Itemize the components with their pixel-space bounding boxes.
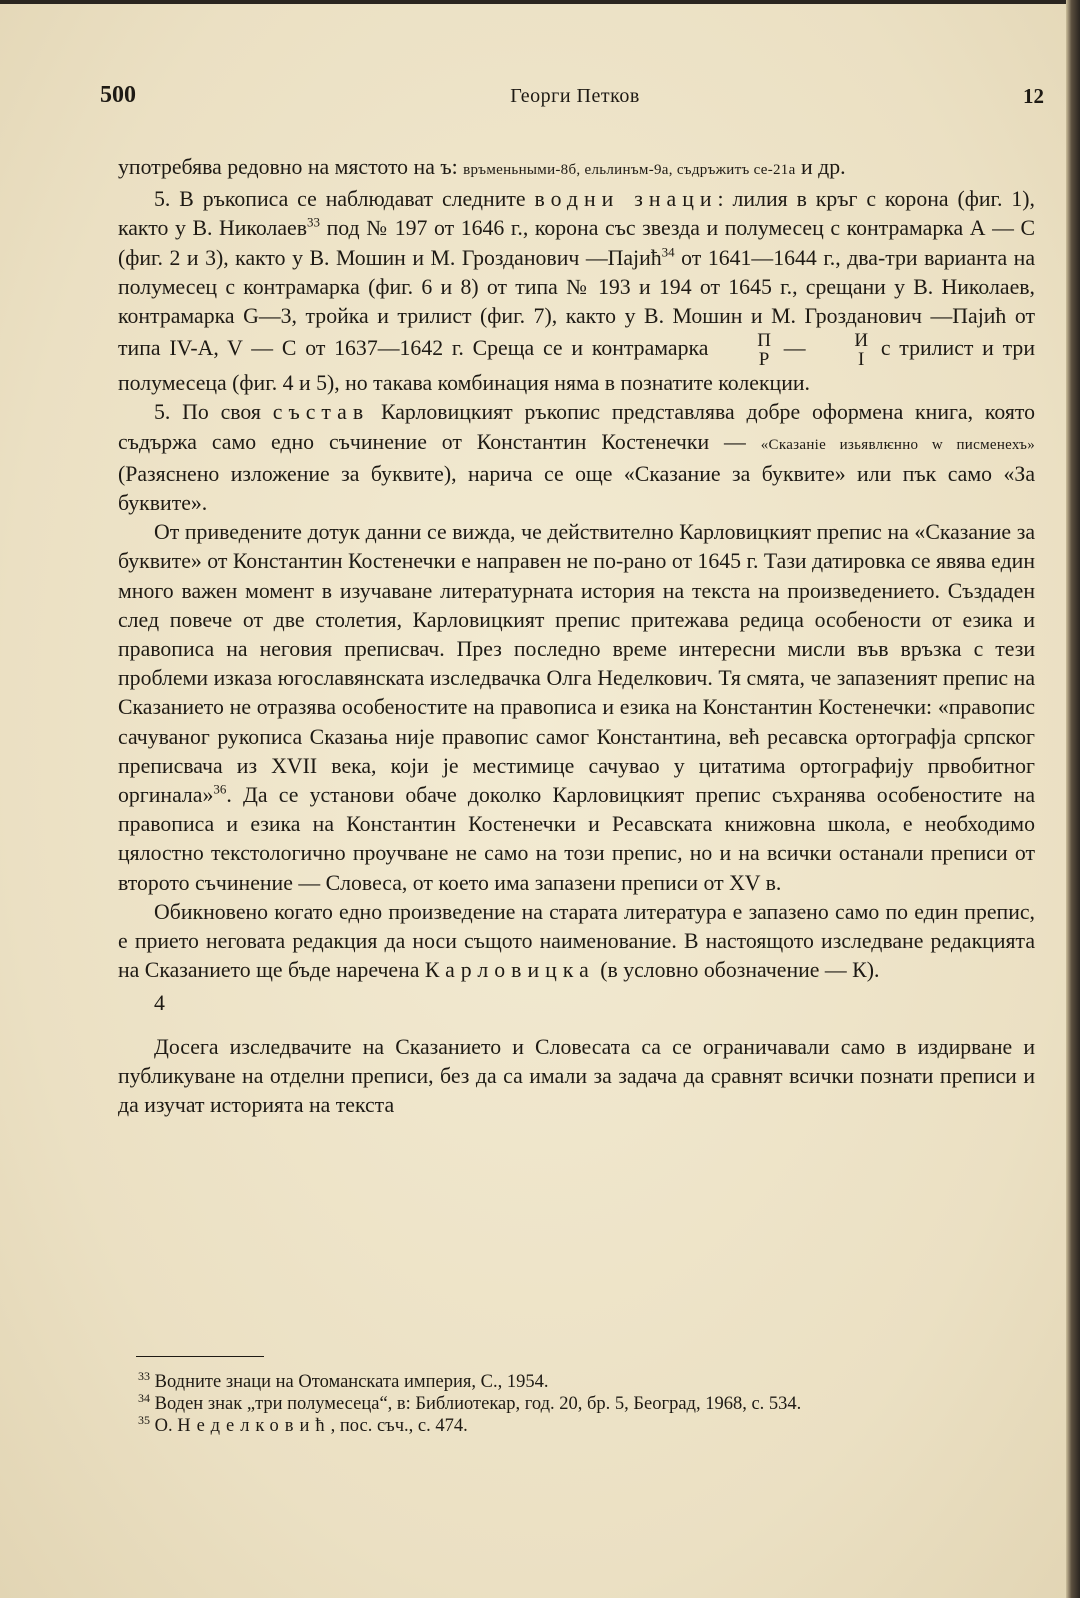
- paragraph-redaction: Обикновено когато едно произведение на старата литература е запазено само по един препис, е прието неговата редакция да носи същото наименование. В настоящото изследване редакцията на Сказанието ще бъде наречена Карловицка (в условно обозначение — К).: [118, 899, 1035, 983]
- footnote-35: $^{35}$ О. Неделковић, пос. съч., с. 474.: [138, 1412, 468, 1436]
- page-number: 500: [100, 82, 136, 108]
- section-number: 4: [154, 991, 165, 1016]
- footnotes: [118, 1356, 1035, 1437]
- body-text: [118, 153, 1035, 1120]
- footnote-ref-33[interactable]: 33: [307, 215, 321, 231]
- footnote-rule: [136, 1356, 264, 1357]
- page-tag: 12: [1023, 84, 1044, 108]
- paragraph-watermarks: 5. В ръкописа се наблюдават следните водни знаци: лилия в кръг с корона (фиг. 1), както у В. Николаев$^{33}$ под № 197 от 1646 г., корона със звезда и полумесец с контрамарка А — С (фиг. 2 и 3), както у В. Мошин и М. Грозданович —Пајић$^{34}$ от 1641—1644 г., два-три варианта на полумесец с контрамарка (фиг. 6 и 8) от типа № 193 и 194 от 1645 г., срещани у В. Николаев, контрамарка G—3, тройка и трилист (фиг. 7), както у В. Мошин и М. Грозданович —Пајић от типа IV-A, V — C от 1637—1642 г. Среща се и контрамарка П Р — И І с трилист и три полумесеца (фиг. 4 и 5), но такава комбинация няма в познатите колекции.: [118, 187, 1035, 396]
- spaced-term-watermarks: водни знаци: [534, 187, 718, 212]
- paragraph-dating: От приведените дотук данни се вижда, че действително Карловицкият препис на «Сказание за буквите» от Константин Костенечки е направен не по-рано от 1645 г. Тази датировка се явява един много важен момент в изучаване литературната история на текста на произведението. Създаден след повече от две столетия, Карловицкият препис притежава редица особености от езика и правописа на неговия преписвач. През последно време интересни мисли във връзка с тези проблеми изказа югославянската изследвачка Олга Неделкович. Тя смята, че запазеният препис на Сказанието не отразява особеностите на правописа и езика на Константин Костенечки: «правопис сачуваног рукописа Сказања није правопис самог Константина, већ ресавска ортографја српског преписвача из XVII века, који је местимице сачувао у цитатима ортографију првобитног оргинала»$^{36}$. Да се установи обаче доколко Карловицкият препис съхранява особеностите на правописа и езика на Константин Костенечки и Ресавската книжовна школа, е необходимо цялостно текстологично проучване не само на този препис, но и на всички останали преписи от второто съчинение — Словеса, от което има запазени преписи от XV в.: [118, 520, 1035, 895]
- old-slavonic-title: «Сказаніе изьявлѥнно w писменехъ»: [760, 436, 1036, 453]
- footnote-ref-34[interactable]: 34: [661, 244, 675, 260]
- spaced-term-karlovitska: Карловицка: [424, 958, 595, 983]
- footnote-ref-36[interactable]: 36: [213, 781, 227, 797]
- paragraph-research: Досега изследвачите на Сказанието и Словесата са се ограничавали само в издирване и публикуване на отделни преписи, без да са имали за задача да сравнят всички познати преписи и да изучат историята на текста: [118, 1034, 1035, 1118]
- countermark-fraction-2: И І: [854, 330, 869, 371]
- top-edge-rule: [0, 0, 1080, 4]
- footnote-34: $^{34}$ Воден знак „три полумесеца“, в: Библиотекар, год. 20, бр. 5, Београд, 1968, с. 534.: [138, 1390, 802, 1414]
- spaced-term-composition: състав: [272, 400, 370, 425]
- countermark-fraction-1: П Р: [757, 330, 771, 371]
- old-slavonic-examples: връменьными-8б, ельлинъм-9а, съдръжитъ се-21а: [463, 162, 796, 178]
- footnote-33: $^{33}$ Водните знаци на Отоманската империя, С., 1954.: [138, 1368, 549, 1392]
- paragraph-continuation: употребява редовно на мястото на ъ: връменьными-8б, ельлинъм-9а, съдръжитъ се-21а и др.: [118, 155, 846, 179]
- page-header: [100, 82, 1050, 116]
- running-title: Георги Петков: [510, 85, 640, 107]
- paragraph-composition: 5. По своя състав Карловицкият ръкопис представлява добре оформена книга, която съдържа само едно съчинение от Константин Костенечки — «Сказаніе изьявлѥнно w писменехъ» (Разяснено изложение за буквите), нарича се още «Сказание за буквите» или пък само «За буквите».: [118, 400, 1036, 516]
- book-spine-edge: [1066, 0, 1080, 1598]
